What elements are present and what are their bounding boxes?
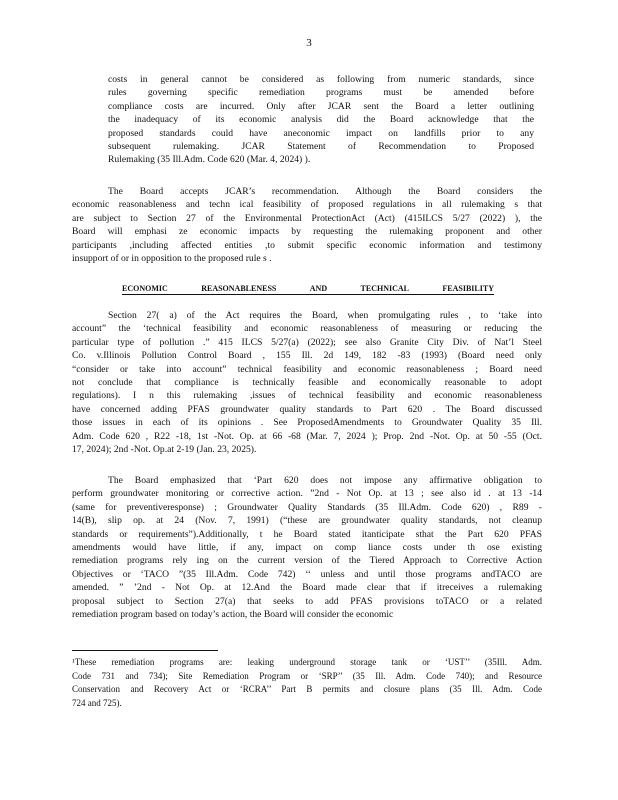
paragraph-section-27a bbox=[72, 309, 542, 456]
text-line: Section 27( a) of the Act requires the Board, when promulgating rules , to ‘take into bbox=[108, 310, 542, 321]
text-line: costs in general cannot be considered as following from numeric standards, since bbox=[108, 74, 534, 85]
text-line: insupport of or in opposition to the proposed rule s . bbox=[72, 253, 272, 265]
footnote-line: Conservation and Recovery Act or ‘RCRA’’ Part B permits and closure plans (35 Ill. Adm. Code bbox=[72, 684, 542, 694]
text-line: Objectives or ‘TACO ”(35 Ill.Adm. Code 742) ‘‘ unless and until those programs andTACO are bbox=[72, 568, 542, 580]
text-line: Board will emphasi ze economic impacts by requesting the rulemaking proponent and other bbox=[72, 226, 542, 238]
text-line: The Board emphasized that ‘Part 620 does not impose any affirmative obligation to bbox=[108, 475, 542, 486]
heading-word: FEASIBILITY bbox=[442, 284, 494, 293]
text-line: The Board accepts JCAR’s recommendation. Although the Board considers the bbox=[108, 186, 542, 197]
heading-word: REASONABLENESS bbox=[201, 284, 277, 293]
text-line: standards or requirements”).Additionally, t he Board stated itanticipate sthat the Part 620 PFAS bbox=[72, 528, 542, 540]
text-line: 17, 2024); 2nd -Not. Op.at 2-19 (Jan. 23, 2025). bbox=[72, 444, 257, 456]
text-line: have concerned adding PFAS groundwater quality standards to Part 620 . The Board discussed bbox=[72, 403, 542, 415]
paragraph-board-accepts bbox=[72, 185, 542, 265]
footnote-line: Code 731 and 734); Site Remediation Program or ‘SRP’’ (35 Ill. Adm. Code 740); and Resource bbox=[72, 670, 542, 681]
page-number: 3 bbox=[306, 37, 312, 49]
text-line: “consider or take into account” technical feasibility and economic reasonableness ; Board need bbox=[72, 363, 542, 375]
text-line: particular type of pollution .” 415 ILCS 5/27(a) (2022); see also Granite City Div. of Nat’l Steel bbox=[72, 336, 542, 348]
text-line: regulations). I n this rulemaking ,issues of technical feasibility and economic reasonableness bbox=[72, 390, 542, 402]
paragraph-board-emphasized bbox=[72, 474, 542, 621]
text-line: those issues in each of its opinions . See ProposedAmendments to Groundwater Quality 35 Ill. bbox=[72, 417, 542, 429]
section-heading-economic-reasonableness bbox=[122, 284, 494, 295]
text-line: amendments would have little, if any, impact on comp liance costs under th ose existing bbox=[72, 542, 542, 554]
text-line: Adm. Code 620 , R22 -18, 1st -Not. Op. at 66 -68 (Mar. 7, 2024 ); Prop. 2nd -Not. Op. at 50 -55 (Oct. bbox=[72, 430, 542, 442]
text-line: participants ,including affected entities ,to submit specific economic information and testimony bbox=[72, 239, 542, 251]
text-line: the inadequacy of its economic analysis did the Board acknowledge that the bbox=[108, 114, 534, 126]
text-line: (same for preventiveresponse) ; Groundwater Quality Standards (35 Ill.Adm. Code 620) , R89 - bbox=[72, 501, 542, 513]
text-line: perform groundwater monitoring or corrective action. ”2nd - Not Op. at 13 ; see also id . at 13 -14 bbox=[72, 488, 542, 500]
text-line: economic reasonableness and techn ical feasibility of proposed regulations in all rulemaking s that bbox=[72, 199, 542, 211]
text-line: proposed standards could have aneconomic impact on landfills prior to any bbox=[108, 127, 534, 139]
heading-word: TECHNICAL bbox=[360, 284, 409, 293]
text-line: rules governing specific remediation programs must be amended before bbox=[108, 87, 534, 99]
text-line: remediation program based on today’s action, the Board will consider the economic bbox=[72, 609, 394, 621]
heading-word: ECONOMIC bbox=[122, 284, 168, 293]
text-line: compliance costs are incurred. Only after JCAR sent the Board a letter outlining bbox=[108, 100, 534, 112]
footnote-line: ¹These remediation programs are: leaking underground storage tank or ‘UST’’ (35Ill. Adm. bbox=[72, 657, 542, 667]
heading-word: AND bbox=[309, 284, 328, 293]
text-line: remediation programs rely ing on the current version of the Tiered Approach to Corrective Action bbox=[72, 555, 542, 567]
footnote-divider bbox=[72, 650, 218, 651]
text-line: subsequent rulemaking. JCAR Statement of Recommendation to Proposed bbox=[108, 141, 534, 153]
text-line: not conclude that compliance is technically feasible and economically reasonable to adopt bbox=[72, 377, 542, 389]
text-line: proposal subject to Section 27(a) that seeks to add PFAS provisions toTACO or a related bbox=[72, 595, 542, 607]
text-line: amended. ” ’2nd - Not Op. at 12.And the Board made clear that if itreceives a rulemaking bbox=[72, 582, 542, 594]
text-line: account” the ‘technical feasibility and economic reasonableness of measuring or reducing the bbox=[72, 323, 542, 335]
paragraph-jcar-costs bbox=[108, 73, 534, 167]
text-line: 14(B), slip op. at 24 (Nov. 7, 1991) (“these are groundwater quality standards, not cleanup bbox=[72, 515, 542, 527]
footnote bbox=[72, 656, 542, 710]
text-line: Rulemaking (35 Ill.Adm. Code 620 (Mar. 4, 2024) ). bbox=[108, 154, 311, 166]
text-line: Co. v.Illinois Pollution Control Board , 155 Ill. 2d 149, 182 -83 (1993) (Board need only bbox=[72, 350, 542, 362]
footnote-line: 724 and 725). bbox=[72, 697, 122, 708]
text-line: are subject to Section 27 of the Environmental ProtectionAct (Act) (415ILCS 5/27 (2022) ), the bbox=[72, 212, 542, 224]
